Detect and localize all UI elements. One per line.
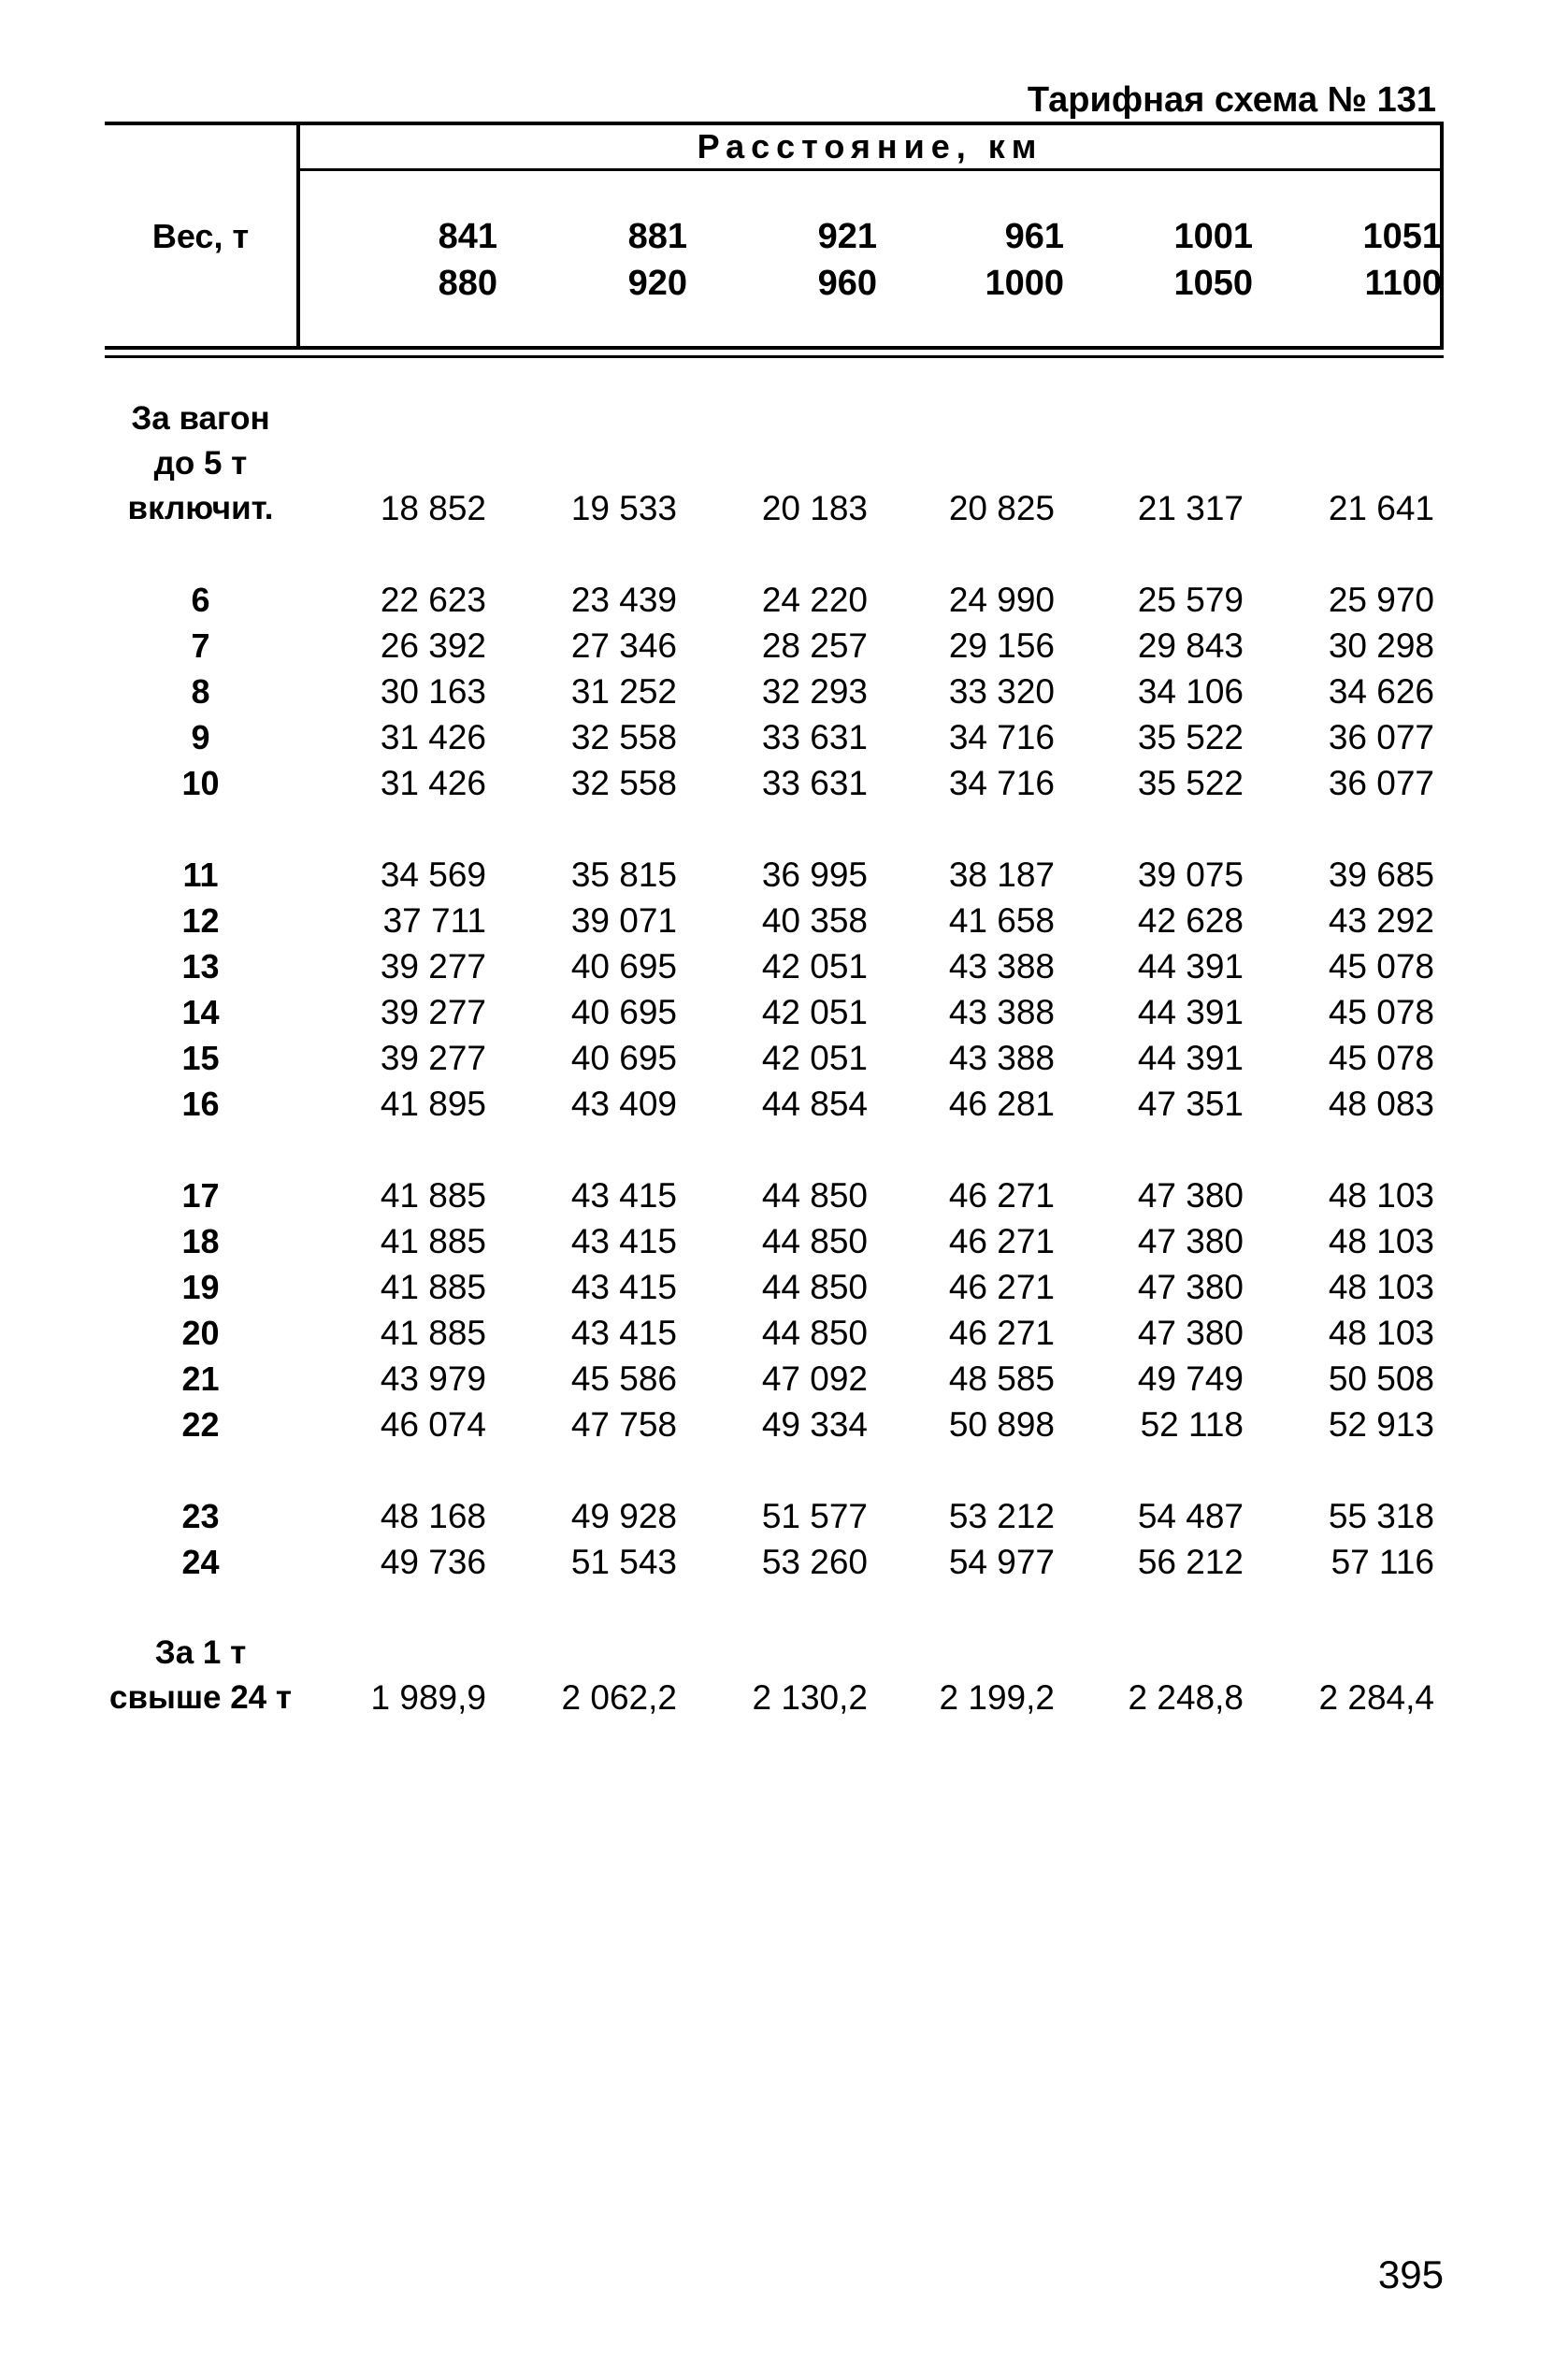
table-cell: 42 051 [761,1039,868,1077]
row-weight-label: 12 [181,901,220,940]
table-cell: 47 351 [1137,1085,1244,1123]
table-cell: 24 990 [948,581,1055,619]
table-cell: 34 106 [1137,672,1244,711]
header-bottom-rule-double [105,355,1444,358]
range-from: 921 [817,217,877,256]
range-to: 1050 [1173,264,1253,303]
table-cell: 2 284,4 [1318,1678,1434,1717]
table-cell: 25 579 [1137,581,1244,619]
table-cell: 36 077 [1328,764,1434,802]
row-weight-label: 9 [191,718,210,756]
table-cell: 43 388 [948,1039,1055,1077]
row-weight-label: 16 [181,1085,220,1123]
row-weight-label: 15 [181,1039,220,1077]
table-cell: 20 183 [761,489,868,527]
range-from: 841 [438,217,497,256]
distance-range-2 [538,213,687,307]
row-weight-label: 6 [191,581,210,619]
row-weight-label: 10 [181,764,220,802]
table-cell: 31 426 [380,718,486,756]
row-weight-label: 7 [191,626,210,665]
table-cell: 51 543 [570,1543,677,1581]
table-cell: 52 913 [1328,1405,1434,1444]
row-weight-label: 23 [181,1497,220,1535]
range-from: 1001 [1173,217,1253,256]
table-cell: 40 695 [570,993,677,1031]
table-cell: 41 885 [380,1176,486,1215]
table-cell: 41 885 [380,1268,486,1306]
first-row-label-line-2: до 5 т [153,445,248,482]
table-cell: 28 257 [761,626,868,665]
table-cell: 46 281 [948,1085,1055,1123]
table-cell: 29 156 [948,626,1055,665]
table-cell: 31 252 [570,672,677,711]
table-cell: 49 928 [570,1497,677,1535]
table-cell: 40 358 [761,901,868,940]
table-cell: 27 346 [570,626,677,665]
row-weight-label: 24 [181,1543,220,1581]
table-cell: 50 508 [1328,1360,1434,1398]
table-cell: 48 083 [1328,1085,1434,1123]
table-cell: 36 995 [761,856,868,894]
range-to: 1100 [1364,264,1442,303]
table-cell: 44 854 [761,1085,868,1123]
table-cell: 30 163 [380,672,486,711]
table-cell: 32 558 [570,718,677,756]
per-ton-label-line-1: За 1 т [154,1634,247,1671]
range-from: 1051 [1362,217,1442,256]
range-to: 1000 [985,264,1064,303]
table-cell: 48 168 [380,1497,486,1535]
table-cell: 41 885 [380,1222,486,1260]
row-weight-label: 17 [181,1176,220,1215]
table-cell: 49 334 [761,1405,868,1444]
table-cell: 47 092 [761,1360,868,1398]
table-cell: 29 843 [1137,626,1244,665]
table-cell: 52 118 [1140,1405,1244,1444]
table-cell: 46 074 [380,1405,486,1444]
table-cell: 44 850 [761,1176,868,1215]
table-cell: 43 409 [570,1085,677,1123]
table-cell: 35 522 [1137,718,1244,756]
table-cell: 49 749 [1137,1360,1244,1398]
table-cell: 19 533 [570,489,677,527]
table-cell: 47 758 [570,1405,677,1444]
table-cell: 33 320 [948,672,1055,711]
table-cell: 39 277 [380,1039,486,1077]
table-cell: 32 293 [761,672,868,711]
table-cell: 43 292 [1328,901,1434,940]
scheme-title: Тарифная схема № 131 [1027,80,1436,120]
row-weight-label: 22 [181,1405,220,1444]
table-cell: 41 885 [380,1314,486,1352]
range-to: 880 [438,264,497,303]
table-cell: 54 977 [948,1543,1055,1581]
table-cell: 47 380 [1137,1314,1244,1352]
table-cell: 55 318 [1328,1497,1434,1535]
table-cell: 51 577 [761,1497,868,1535]
row-weight-label: 13 [181,947,220,986]
table-cell: 40 695 [570,1039,677,1077]
table-cell: 25 970 [1328,581,1434,619]
table-cell: 42 051 [761,993,868,1031]
distance-header: Расстояние, км [697,127,1043,165]
table-cell: 31 426 [380,764,486,802]
range-to: 920 [627,264,687,303]
table-cell: 42 051 [761,947,868,986]
distance-range-3 [727,213,877,307]
table-cell: 34 716 [948,764,1055,802]
table-cell: 48 103 [1328,1314,1434,1352]
table-cell: 39 277 [380,993,486,1031]
range-to: 960 [817,264,877,303]
table-cell: 42 628 [1137,901,1244,940]
header-mid-rule [296,168,1444,171]
table-header [105,122,1444,359]
table-cell: 20 825 [948,489,1055,527]
table-cell: 48 103 [1328,1268,1434,1306]
table-cell: 41 658 [948,901,1055,940]
table-cell: 39 075 [1137,856,1244,894]
table-cell: 2 199,2 [939,1678,1055,1717]
table-cell: 46 271 [948,1268,1055,1306]
table-cell: 56 212 [1137,1543,1244,1581]
table-cell: 45 586 [570,1360,677,1398]
distance-range-4 [914,213,1064,307]
table-cell: 39 685 [1328,856,1434,894]
table-cell: 43 415 [570,1222,677,1260]
table-cell: 47 380 [1137,1176,1244,1215]
table-cell: 44 850 [761,1268,868,1306]
table-cell: 50 898 [948,1405,1055,1444]
distance-range-1 [348,213,497,307]
table-cell: 34 716 [948,718,1055,756]
table-cell: 57 116 [1331,1543,1434,1581]
table-cell: 43 388 [948,947,1055,986]
table-cell: 49 736 [380,1543,486,1581]
row-weight-label: 8 [191,672,210,711]
table-cell: 34 569 [380,856,486,894]
distance-range-5 [1103,213,1253,307]
table-cell: 39 277 [380,947,486,986]
table-cell: 48 103 [1328,1176,1434,1215]
range-from: 881 [627,217,687,256]
table-cell: 46 271 [948,1222,1055,1260]
table-cell: 34 626 [1328,672,1434,711]
weight-header: Вес, т [151,217,250,255]
table-cell: 35 815 [570,856,677,894]
table-cell: 35 522 [1137,764,1244,802]
table-cell: 53 260 [761,1543,868,1581]
table-cell: 38 187 [948,856,1055,894]
row-weight-label: 14 [181,993,220,1031]
table-cell: 44 391 [1137,993,1244,1031]
table-cell: 44 391 [1137,1039,1244,1077]
table-cell: 37 711 [382,901,486,940]
table-cell: 2 130,2 [752,1678,868,1717]
table-cell: 43 388 [948,993,1055,1031]
table-cell: 40 695 [570,947,677,986]
table-cell: 39 071 [570,901,677,940]
table-cell: 36 077 [1328,718,1434,756]
table-cell: 47 380 [1137,1222,1244,1260]
row-weight-label: 21 [181,1360,220,1398]
table-cell: 44 850 [761,1314,868,1352]
table-cell: 45 078 [1328,1039,1434,1077]
table-cell: 21 641 [1328,489,1434,527]
row-weight-label: 18 [181,1222,220,1260]
table-cell: 46 271 [948,1314,1055,1352]
table-cell: 2 062,2 [561,1678,677,1717]
table-cell: 2 248,8 [1128,1678,1244,1717]
table-cell: 22 623 [380,581,486,619]
table-cell: 18 852 [380,489,486,527]
table-cell: 32 558 [570,764,677,802]
table-cell: 33 631 [761,718,868,756]
row-weight-label: 19 [181,1268,220,1306]
table-cell: 44 850 [761,1222,868,1260]
per-ton-label-line-2: свыше 24 т [108,1679,293,1716]
page-number: 395 [1377,2252,1444,2296]
table-cell: 45 078 [1328,993,1434,1031]
table-cell: 48 103 [1328,1222,1434,1260]
range-from: 961 [1004,217,1064,256]
table-cell: 43 415 [570,1268,677,1306]
distance-range-6 [1292,213,1442,307]
row-weight-label: 11 [182,856,219,894]
table-cell: 48 585 [948,1360,1055,1398]
table-cell: 47 380 [1137,1268,1244,1306]
table-cell: 41 895 [380,1085,486,1123]
table-cell: 26 392 [380,626,486,665]
table-cell: 30 298 [1328,626,1434,665]
header-bottom-rule [105,346,1444,350]
table-cell: 46 271 [948,1176,1055,1215]
first-row-label-line-3: включит. [127,490,274,526]
table-cell: 53 212 [948,1497,1055,1535]
table-cell: 33 631 [761,764,868,802]
table-cell: 44 391 [1137,947,1244,986]
table-cell: 54 487 [1137,1497,1244,1535]
table-cell: 43 979 [380,1360,486,1398]
table-cell: 43 415 [570,1176,677,1215]
table-cell: 1 989,9 [370,1678,486,1717]
table-cell: 45 078 [1328,947,1434,986]
table-cell: 24 220 [761,581,868,619]
table-cell: 23 439 [570,581,677,619]
table-cell: 43 415 [570,1314,677,1352]
table-cell: 21 317 [1137,489,1244,527]
first-row-label-line-1: За вагон [131,400,270,437]
row-weight-label: 20 [181,1314,220,1352]
